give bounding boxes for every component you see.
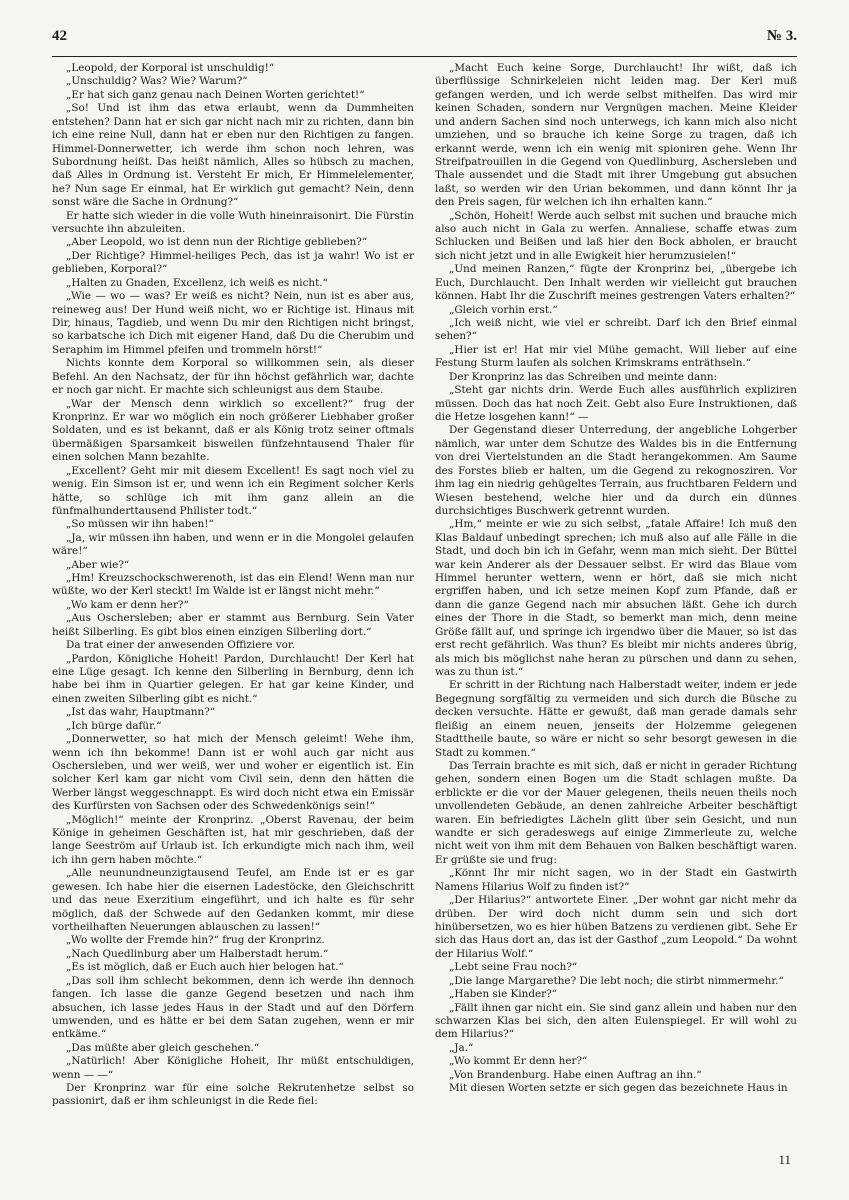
paragraph: „Wo wollte der Fremde hin?“ frug der Kronprinz. [66, 934, 325, 947]
paragraph: „Lebt seine Frau noch?“ [449, 961, 578, 974]
paragraph: „War der Mensch denn wirklich so excellent?“ frug der Kronprinz. Er war wo möglich ein noch größerer Liebhaber großer Soldaten, und es ist bekannt, daß er als König trotz seiner oftmals übermäßigen Sparsamkeit bisweilen fünfzehntausend Thaler für einen solchen Mann bezahlte. [52, 397, 414, 464]
paragraph: Er schritt in der Richtung nach Halberstadt weiter, indem er jede Begegnung sorgfältig zu vermeiden und sich durch die Büsche zu decken versuchte. Hätte er gewußt, daß man gerade damals sehr fleißig an einem neuen, jenseits der Holzemme gelegenen Stadttheile baute, so wäre er nicht so sehr besorgt gewesen in die Stadt zu kommen.“ [435, 679, 797, 759]
page-number: 42 [52, 28, 67, 44]
paragraph: „Das soll ihm schlecht bekommen, denn ich werde ihn dennoch fangen. Ich lasse die ganze Gegend besetzen und nach ihm absuchen, ich lasse jedes Haus in der Stadt und auf den Dörfern umwenden, und es hätte er bei dem Satan zugehen, wenn er mir entkäme.“ [52, 974, 414, 1041]
paragraph: „Gleich vorhin erst.“ [449, 303, 558, 316]
page-header [52, 28, 797, 54]
sheet-number: 11 [778, 1152, 791, 1167]
paragraph: „Fällt ihnen gar nicht ein. Sie sind ganz allein und haben nur den schwarzen Klas bei sich, den alten Eulenspiegel. Er will wohl zu dem Hilarius?“ [435, 1001, 797, 1041]
paragraph: „Alle neunundneunzigtausend Teufel, am Ende ist er es gar gewesen. Ich habe hier die eisernen Ladestöcke, den Gleichschritt und das neue Exerzitium eingeführt, und ich halte es für sehr möglich, daß der Schwede auf den Gedanken kommt, mir diese vortheilhaften Neuerungen ablauschen zu lassen!“ [52, 867, 414, 933]
paragraph: „Das müßte aber gleich geschehen.“ [66, 1041, 260, 1054]
paragraph: „Natürlich! Aber Königliche Hoheit, Ihr müßt entschuldigen, wenn — —“ [52, 1055, 414, 1081]
paragraph: Das Terrain brachte es mit sich, daß er nicht in gerader Richtung gehen, sondern einen Bogen um die Stadt schlagen mußte. Da erblickte er die vor der Mauer gelegenen, theils neuen theils noch unvollendeten Gebäude, an denen zahlreiche Arbeiter beschäftigt waren. Ein befriedigtes Lächeln glitt über sein Gesicht, und nun wandte er sich geradeswegs auf einige Zimmerleute zu, welche nicht weit von ihm mit dem Behauen von Balken beschäftigt waren. Er grüßte sie und frug: [435, 759, 797, 866]
paragraph: „Er hat sich ganz genau nach Deinen Worten gerichtet!“ [66, 88, 365, 101]
paragraph: Nichts konnte dem Korporal so willkommen sein, als dieser Befehl. An den Nachsatz, der für ihn höchst gefährlich war, dachte er noch gar nicht. Er machte sich schleunigst aus dem Staube. [52, 357, 414, 397]
paragraph: „Steht gar nichts drin. Werde Euch alles ausführlich expliziren müssen. Doch das hat noch Zeit. Gebt also Eure Instruktionen, daß die Hetze losgehen kann!“ — [435, 384, 797, 423]
paragraph: „Schön, Hoheit! Werde auch selbst mit suchen und brauche mich also auch nicht in Gala zu werfen. Annaliese, schaffe etwas zum Schlucken und Beißen und laß hier den Bock abholen, er braucht sich nicht jetzt und in alle Ewigkeit hier herumzusielen!“ [435, 209, 797, 262]
paragraph: „Aber wie?“ [66, 558, 130, 571]
paragraph: „Wo kommt Er denn her?“ [449, 1055, 588, 1068]
paragraph: „Könnt Ihr mir nicht sagen, wo in der Stadt ein Gastwirth Namens Hilarius Wolf zu finden ist?“ [435, 867, 797, 893]
paragraph: „Der Hilarius?“ antwortete Einer. „Der wohnt gar nicht mehr da drüben. Der wird doch nicht dumm sein und sich dort hinübersetzen, wo es hier hüben Batzens zu verdienen gibt. Sehe Er sich das Haus dort an, das ist der Gasthof „zum Leopold.“ Da wohnt der Hilarius Wolf.“ [435, 894, 797, 960]
paragraph: „Halten zu Gnaden, Excellenz, ich weiß es nicht.“ [66, 276, 328, 289]
paragraph: „Hm! Kreuzschockschwerenoth, ist das ein Elend! Wenn man nur wüßte, wo der Kerl steckt! Im Walde ist er längst nicht mehr.“ [52, 572, 414, 598]
paragraph: „Die lange Margarethe? Die lebt noch; die stirbt nimmermehr.“ [449, 974, 784, 987]
paragraph: „Macht Euch keine Sorge, Durchlaucht! Ihr wißt, daß ich überflüssige Schnirkeleien nicht leiden mag. Der Kerl muß gefangen werden, und ich werde selbst mithelfen. Das wird mir keinen Schaden, sondern nur Vergnügen machen. Meine Kleider und andern Sachen sind noch unterwegs, ich kann mich also nicht umziehen, und so brauche ich keine Sorge zu tragen, daß ich erkannt werde, wenn ich ein wenig mit spioniren gehe. Wenn Ihr Streifpatrouillen in die Gegend von Quedlinburg, Aschersleben und Thale aussendet und die Stadt mit ihrer Umgebung gut absuchen laßt, so werden wir den Urian bekommen, und dann könnt Ihr ja den Preis sagen, für welchen ich ihn erhalten kann.“ [435, 62, 797, 209]
paragraph: Der Kronprinz war für eine solche Rekrutenhetze selbst so passionirt, daß er ihm schleunigst in die Rede fiel: [52, 1082, 414, 1108]
paragraph: „Aber Leopold, wo ist denn nun der Richtige geblieben?“ [66, 236, 368, 249]
paragraph: Der Kronprinz las das Schreiben und meinte dann: [449, 370, 718, 383]
paragraph: „Wie — wo — was? Er weiß es nicht? Nein, nun ist es aber aus, reineweg aus! Der Hund weiß nicht, wo er Richtige ist. Hinaus mit Dir, hinaus, Tagdieb, und wenn Du mir den Richtigen nicht bringst, so karbatsche ich Dich mit eigener Hand, daß Du die Cherubim und Seraphim im Himmel pfeifen und trommeln hörst!“ [52, 290, 414, 356]
header-rule [52, 56, 797, 57]
paragraph: „Ja.“ [449, 1041, 474, 1054]
paragraph: „Donnerwetter, so hat mich der Mensch geleimt! Wehe ihm, wenn ich ihn bekomme! Dann ist er wohl auch gar nicht aus Oschersleben, und wer weiß, wer und woher er eigentlich ist. Ein solcher Kerl kam gar nicht vom Civil sein, denn den hätten die Werber längst weggeschnappt. Es wird doch nicht etwa ein Emissär des Kurfürsten von Sachsen oder des Schwedenkönigs sein!“ [52, 733, 414, 813]
paragraph: „Pardon, Königliche Hoheit! Pardon, Durchlaucht! Der Kerl hat eine Lüge gesagt. Ich kenne den Silberling in Bernburg, denn ich habe bei ihm in Quartier gelegen. Er hat gar keine Kinder, und einen zweiten Silberling gibt es nicht.“ [52, 652, 414, 705]
paragraph: „Möglich!“ meinte der Kronprinz. „Oberst Ravenau, der beim Könige in geheimen Geschäften ist, hat mir geschrieben, daß der lange Seeström auf Urlaub ist. Ich erkundigte mich nach ihm, weil ich ihn gern haben möchte.“ [52, 813, 414, 866]
paragraph: „Unschuldig? Was? Wie? Warum?“ [66, 75, 248, 88]
paragraph: „So! Und ist ihm das etwa erlaubt, wenn da Dummheiten entstehen? Dann hat er sich gar nicht nach mir zu richten, dann bin ich eine reine Null, dann hat er eben nur den Richtigen zu fangen. Himmel-Donnerwetter, ich werde ihm schon noch lehren, was Subordnung heißt. Das heißt nämlich, Alles so hübsch zu machen, daß Alles in Ordnung ist. Versteht Er mich, Er Himmelelementer, he? Nun sage Er einmal, hat Er wirklich gut gemacht? Nein, denn sonst wäre die Sache in Ordnung?“ [52, 102, 414, 209]
right-column [435, 62, 797, 1172]
paragraph: „Ich weiß nicht, wie viel er schreibt. Darf ich den Brief einmal sehen?“ [435, 317, 797, 343]
paragraph: „Es ist möglich, daß er Euch auch hier belogen hat.“ [66, 961, 344, 974]
paragraph: „Excellent? Geht mir mit diesem Excellent! Es sagt noch viel zu wenig. Ein Simson ist er, und wenn ich ein Regiment solcher Kerls hätte, so schlüge ich mit ihm ganz allein an die fünfmalhunderttausend Philister todt.“ [52, 464, 414, 517]
paragraph: „Und meinen Ranzen,“ fügte der Kronprinz bei, „übergebe ich Euch, Durchlaucht. Den Inhalt werden wir vielleicht gut brauchen können. Habt Ihr die Zuschrift meines gestrengen Vaters erhalten?“ [435, 263, 797, 303]
paragraph: Der Gegenstand dieser Unterredung, der angebliche Lohgerber nämlich, war unter dem Schutze des Waldes bis in die Entfernung von drei Viertelstunden an die Stadt herangekommen. Am Saume des Forstes blieb er halten, um die Gegend zu rekognosziren. Vor ihm lag ein niedrig gehügeltes Terrain, aus fruchtbaren Feldern und Wiesen bestehend, welche hier und da durch ein dünnes durchsichtiges Buschwerk getrennt wurden. [435, 424, 797, 517]
paragraph: „So müssen wir ihn haben!“ [66, 518, 214, 531]
paragraph: „Von Brandenburg. Habe einen Auftrag an ihn.“ [449, 1068, 702, 1081]
paragraph: „Wo kam er denn her?“ [66, 598, 189, 611]
article-body [52, 62, 797, 1172]
paragraph: „Haben sie Kinder?“ [449, 988, 557, 1001]
paragraph: „Der Richtige? Himmel-heiliges Pech, das ist ja wahr! Wo ist er geblieben, Korporal?“ [52, 249, 414, 276]
paragraph: „Hm,“ meinte er wie zu sich selbst, „fatale Affaire! Ich muß den Klas Baldauf unbedingt sprechen; ich muß also auf alle Fälle in die Stadt, und doch bin ich in Gefahr, wenn man mich sieht. Der Büttel war kein Anderer als der Dessauer selbst. Er wird das Blaue vom Himmel herunter wettern, wenn er hört, daß sie mich nicht ergriffen haben, und ich setze meinen Kopf zum Pfande, daß er dann die ganze Gegend nach mir absuchen läßt. Gehe ich durch eines der Thore in die Stadt, so bemerkt man mich, denn meine Größe fällt auf, und springe ich irgendwo über die Mauer, so ist das erst recht gefährlich. Was thun? Es bleibt mir nichts anderes übrig, als mich bis möglichst nahe heran zu pürschen und dann zu sehen, was zu thun ist.“ [435, 518, 797, 678]
paragraph: Er hatte sich wieder in die volle Wuth hineinraisonirt. Die Fürstin versuchte ihn abzuleiten. [52, 209, 414, 236]
paragraph: Mit diesen Worten setzte er sich gegen das bezeichnete Haus in [449, 1082, 788, 1095]
paragraph: „Nach Quedlinburg aber um Halberstadt herum.“ [66, 947, 329, 960]
paragraph: „Leopold, der Korporal ist unschuldig!“ [66, 62, 275, 74]
paragraph: „Ist das wahr, Hauptmann?“ [66, 706, 216, 719]
paragraph: „Ja, wir müssen ihn haben, und wenn er in die Mongolei gelaufen wäre!“ [52, 531, 414, 558]
paragraph: „Aus Oschersleben; aber er stammt aus Bernburg. Sein Vater heißt Silberling. Es gibt blos einen einzigen Silberling dort.“ [52, 612, 414, 638]
paragraph: Da trat einer der anwesenden Offiziere vor. [66, 639, 296, 652]
left-column [52, 62, 414, 1172]
paragraph: „Ich bürge dafür.“ [66, 719, 162, 732]
issue-number: № 3. [766, 28, 797, 44]
paragraph: „Hier ist er! Hat mir viel Mühe gemacht. Will lieber auf eine Festung Sturm laufen als solchen Krimskrams enträthseln.“ [435, 343, 797, 370]
